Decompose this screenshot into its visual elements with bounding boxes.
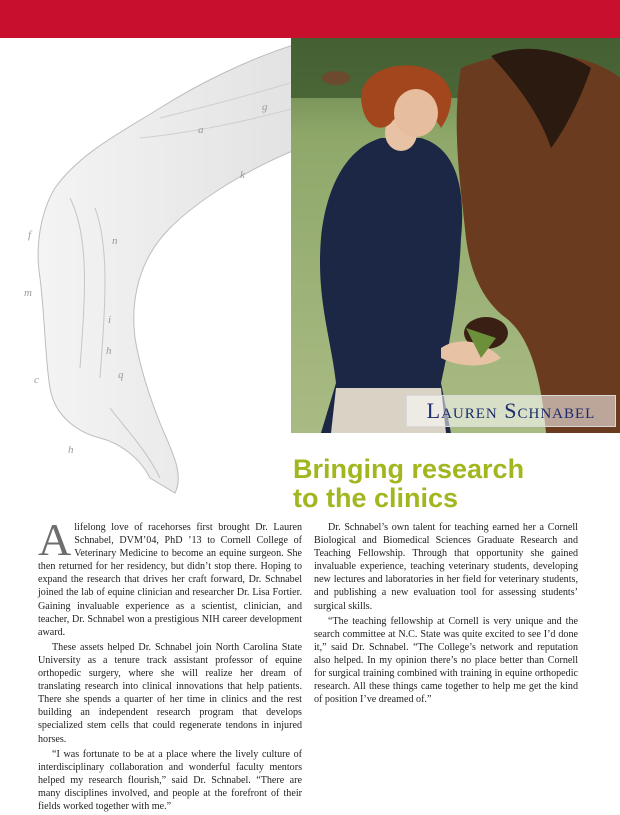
sketch-label: h xyxy=(68,444,74,456)
article-paragraph xyxy=(38,514,302,639)
article-column-right xyxy=(314,521,578,708)
article-paragraph: These assets helped Dr. Schnabel join North Carolina State University as a tenure track assistant professor of equine orthopedic surgery, where she will realize her dream of translating research into clinical innovations that help patients. There she spends a quarter of her time in clinics and the rest building an independent research program that develops specialized stem cells that could regenerate tendons in injured horses. xyxy=(38,641,302,745)
article-paragraph: “The teaching fellowship at Cornell is very unique and the search committee at N.C. State was quite excited to see I’d done it,” said Dr. Schnabel. “The College’s network and reputation also helped. In my opinion there’s no place better than Cornell for surgical training combined with training in equine orthopedic research. All these things came together to help me get the kind of position I’ve dreamed of.” xyxy=(314,615,578,706)
photo-caption: Lauren Schnabel xyxy=(406,395,616,427)
article-paragraph: “I was fortunate to be at a place where the lively culture of interdisciplinary collaboration and wonderful faculty mentors helped my research flourish,” said Dr. Schnabel. “There are many disciplines involved, and people at the forefront of their fields worked together with me.” xyxy=(38,748,302,812)
sketch-label: m xyxy=(24,287,32,299)
sketch-label: i xyxy=(108,314,112,326)
paragraph-text: lifelong love of racehorses first brought Dr. Lauren Schnabel, DVM’04, PhD ’13 to Cornell College of Veterinary Medicine to become an equine surgeon. She then returned for her residency, but didn’t stop there. Hoping to expand the research that drives her craft forward, Dr. Schnabel joined the lab of equine clinician and researcher Dr. Lisa Fortier. Gaining invaluable experience as a scientist, clinician, and teacher, Dr. Schnabel won a prestigious NIH career development award. xyxy=(38,522,302,638)
horse-leg-anatomy-sketch xyxy=(0,38,300,528)
drop-cap: A xyxy=(38,514,72,565)
sketch-label: a xyxy=(198,124,204,136)
article-paragraph: Dr. Schnabel’s own talent for teaching earned her a Cornell Biological and Biomedical Sciences Graduate Research and Teaching Fellowship. Through that opportunity she gained invaluable experience, teaching veterinary students, developing new lectures and laboratories in her field for veterinary students, and publishing a new evaluation tool for assessing students’ surgical skills. xyxy=(314,522,578,612)
headline-line-2: to the clinics xyxy=(293,483,459,513)
headline-line-1: Bringing research xyxy=(293,454,525,484)
portrait-photo xyxy=(291,38,620,433)
article-column-left xyxy=(38,514,302,815)
sketch-label: c xyxy=(34,374,39,386)
article-headline xyxy=(293,455,613,513)
sketch-label: h xyxy=(106,345,112,357)
sketch-label: n xyxy=(112,235,118,247)
sketch-label: f xyxy=(28,229,32,241)
top-color-bar xyxy=(0,0,620,38)
sketch-label: q xyxy=(118,369,124,381)
sketch-label: g xyxy=(262,101,268,113)
sketch-label: k xyxy=(240,169,245,181)
